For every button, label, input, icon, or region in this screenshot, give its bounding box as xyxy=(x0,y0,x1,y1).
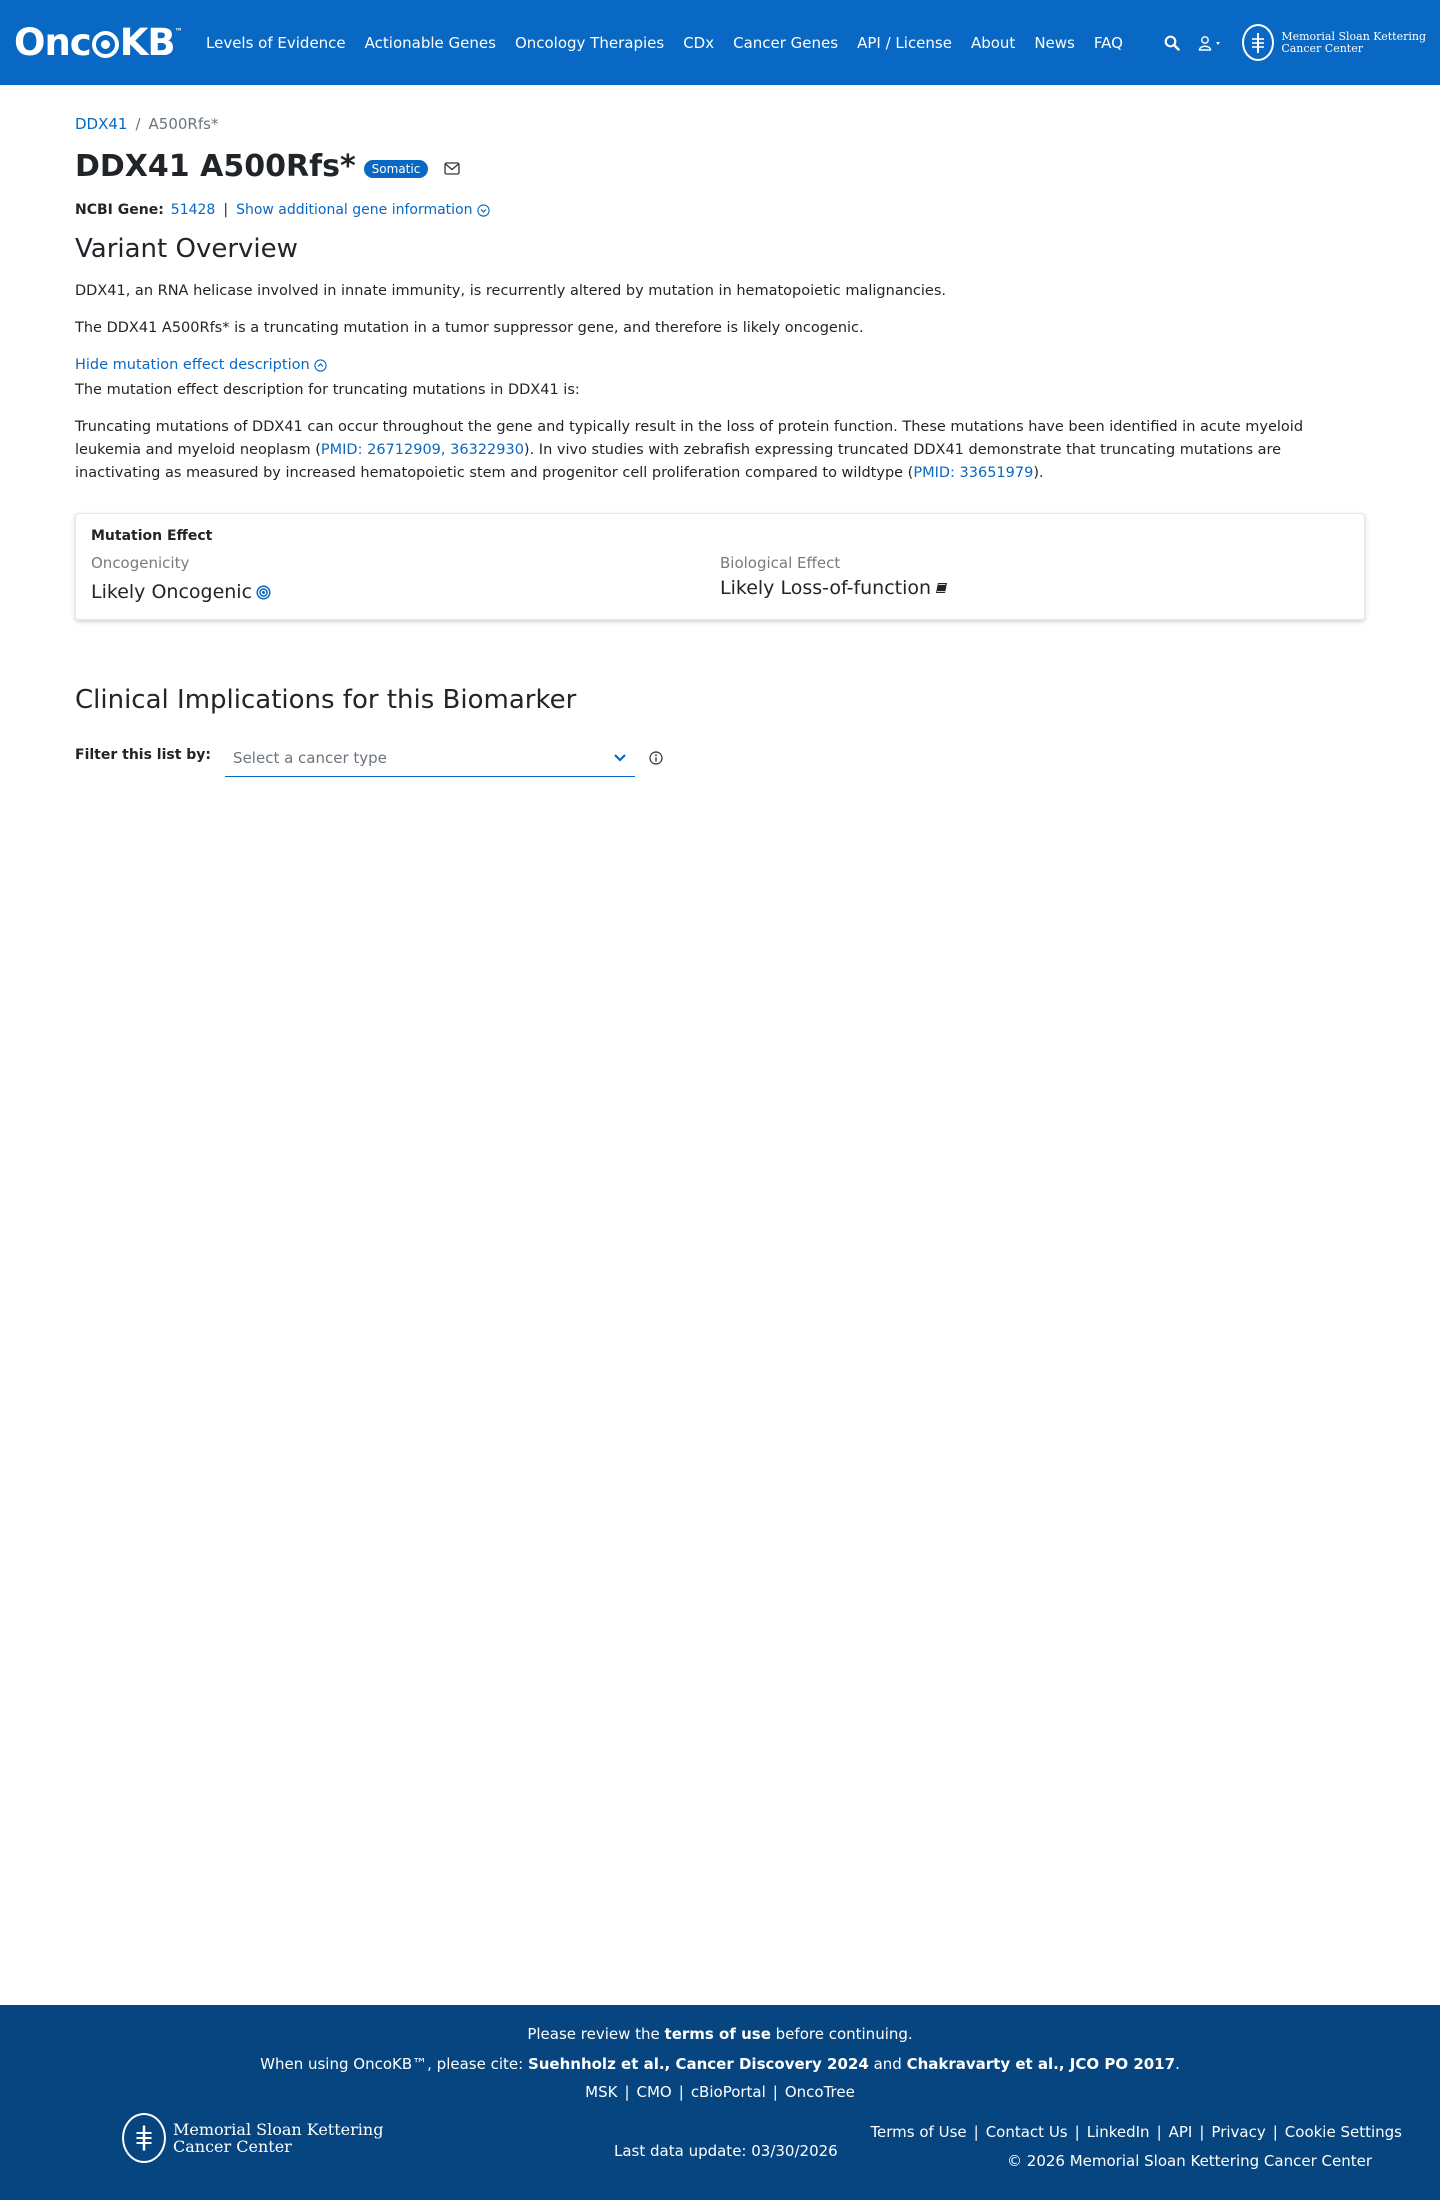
footer-link-contact[interactable]: Contact Us xyxy=(985,2123,1068,2141)
footer-link-oncotree[interactable]: OncoTree xyxy=(784,2083,855,2101)
info-icon[interactable] xyxy=(649,751,663,765)
mutation-effect-card-title: Mutation Effect xyxy=(91,528,213,544)
citation-notice xyxy=(0,2055,1440,2073)
nav-actionable-genes[interactable]: Actionable Genes xyxy=(364,33,496,52)
ncbi-gene-id-link[interactable]: 51428 xyxy=(170,202,216,218)
citation-link-suehnholz[interactable]: Suehnholz et al., Cancer Discovery 2024 xyxy=(527,2055,869,2073)
chevron-down-circle-icon[interactable] xyxy=(477,204,490,217)
breadcrumb-current: A500Rfs* xyxy=(148,115,219,133)
footer-link-linkedin[interactable]: LinkedIn xyxy=(1086,2123,1150,2141)
main-nav xyxy=(206,34,1142,52)
mutation-effect-intro: The mutation effect description for truncating mutations in DDX41 is: xyxy=(75,382,580,398)
show-gene-info-link[interactable] xyxy=(236,202,472,218)
overview-gene-summary: DDX41, an RNA helicase involved in innate immunity, is recurrently altered by mutation in hematopoietic malignancies. xyxy=(75,283,946,299)
page-title: DDX41 A500Rfs* xyxy=(75,149,356,184)
description-part-2: ). In vivo studies with zebrafish expressing truncated DDX41 demonstrate that truncating mutations are inactivating as measured by increased hematopoietic stem and progenitor cell proliferation compared to wildtype ( xyxy=(75,442,1282,481)
oncogenic-target-icon[interactable] xyxy=(256,585,271,600)
partner-links: MSK | CMO | cBioPortal | OncoTree xyxy=(585,2083,855,2101)
logo-target-icon xyxy=(92,31,119,58)
show-gene-info-label: Show additional gene information xyxy=(236,202,473,218)
footer-link-msk[interactable]: MSK xyxy=(585,2083,618,2101)
footer-msk-emblem-icon xyxy=(122,2113,166,2163)
cancer-type-filter-row xyxy=(75,739,1365,777)
nav-faq[interactable]: FAQ xyxy=(1093,33,1123,52)
footer-link-api[interactable]: API xyxy=(1168,2123,1193,2141)
search-icon[interactable] xyxy=(1164,35,1180,51)
msk-name-line1: Memorial Sloan Kettering xyxy=(1281,29,1426,43)
overview-variant-summary: The DDX41 A500Rfs* is a truncating mutation in a tumor suppressor gene, and therefore is likely oncogenic. xyxy=(75,320,864,336)
somatic-badge: Somatic xyxy=(364,160,429,178)
nav-oncology-therapies[interactable]: Oncology Therapies xyxy=(514,33,665,52)
nav-api-license[interactable]: API / License xyxy=(857,33,952,52)
pmid-link-2[interactable]: PMID: 33651979 xyxy=(913,465,1034,481)
ncbi-gene-label: NCBI Gene: xyxy=(75,202,164,218)
footer-msk-name-line2: Cancer Center xyxy=(173,2137,292,2156)
main-content xyxy=(0,115,1440,777)
nav-cancer-genes[interactable]: Cancer Genes xyxy=(733,33,839,52)
pmid-link-1[interactable]: PMID: 26712909, 36322930 xyxy=(320,442,524,458)
clinical-implications-heading: Clinical Implications for this Biomarker xyxy=(75,685,577,715)
oncogenicity-column xyxy=(91,554,720,603)
title-row xyxy=(75,149,1365,184)
terms-notice xyxy=(0,2025,1440,2043)
citation-text-and: and xyxy=(868,2055,907,2073)
filter-label: Filter this list by: xyxy=(75,747,212,763)
footer-msk-name-line1: Memorial Sloan Kettering xyxy=(173,2120,384,2139)
footer-link-cbioportal[interactable]: cBioPortal xyxy=(690,2083,766,2101)
oncogenicity-label: Oncogenicity xyxy=(91,554,190,572)
msk-name-line2: Cancer Center xyxy=(1281,41,1363,55)
citation-link-chakravarty[interactable]: Chakravarty et al., JCO PO 2017 xyxy=(906,2055,1176,2073)
biological-effect-value: Likely Loss-of-function xyxy=(720,577,932,599)
footer-msk-logo[interactable] xyxy=(122,2113,383,2163)
chevron-down-icon[interactable] xyxy=(613,749,627,767)
top-navbar xyxy=(0,0,1440,85)
footer-link-cmo[interactable]: CMO xyxy=(636,2083,672,2101)
mutation-effect-columns xyxy=(91,554,1349,603)
cancer-type-select[interactable] xyxy=(225,739,635,777)
cancer-type-select-placeholder: Select a cancer type xyxy=(233,748,387,767)
biological-effect-value-row xyxy=(720,577,1349,599)
msk-emblem-icon xyxy=(1242,24,1274,61)
nav-news[interactable]: News xyxy=(1034,33,1075,52)
variant-overview-heading: Variant Overview xyxy=(75,234,298,264)
terms-notice-text-b: before continuing. xyxy=(770,2025,913,2043)
ncbi-gene-row xyxy=(75,202,1365,218)
oncogenicity-value-row xyxy=(91,581,720,603)
citation-text-a: When using OncoKB™, please cite: xyxy=(260,2055,528,2073)
user-menu-icon[interactable] xyxy=(1198,35,1224,51)
book-icon[interactable] xyxy=(935,581,949,595)
footer-link-terms[interactable]: Terms of Use xyxy=(870,2123,967,2141)
nav-about[interactable]: About xyxy=(970,33,1016,52)
ncbi-divider: | xyxy=(223,202,229,218)
footer-link-cookie-settings[interactable]: Cookie Settings xyxy=(1284,2123,1402,2141)
description-part-1: Truncating mutations of DDX41 can occur throughout the gene and typically result in the loss of protein function. These mutations have been identified in acute myeloid leukemia and myeloid neoplasm ( xyxy=(75,419,1304,458)
chevron-up-circle-icon[interactable] xyxy=(314,359,327,372)
biological-effect-label: Biological Effect xyxy=(720,554,841,572)
breadcrumb-separator: / xyxy=(135,115,141,133)
biological-effect-column xyxy=(720,554,1349,603)
description-part-3: ). xyxy=(1033,465,1044,481)
footer-link-privacy[interactable]: Privacy xyxy=(1211,2123,1266,2141)
site-footer xyxy=(0,2005,1440,2200)
msk-logo[interactable] xyxy=(1242,24,1426,61)
envelope-icon[interactable] xyxy=(444,162,460,175)
hide-mutation-effect-link[interactable]: Hide mutation effect description xyxy=(75,357,310,373)
terms-of-use-link[interactable]: terms of use xyxy=(664,2025,771,2043)
copyright: © 2026 Memorial Sloan Kettering Cancer Center xyxy=(1007,2152,1372,2170)
oncokb-logo[interactable]: Onc KB ™ xyxy=(14,21,182,64)
citation-text-end: . xyxy=(1175,2055,1180,2073)
breadcrumb-gene-link[interactable]: DDX41 xyxy=(75,115,128,133)
terms-notice-text-a: Please review the xyxy=(527,2025,665,2043)
nav-levels-of-evidence[interactable]: Levels of Evidence xyxy=(206,33,346,52)
breadcrumb xyxy=(75,115,1365,133)
nav-right xyxy=(1164,24,1426,61)
footer-right-links: Terms of Use | Contact Us | LinkedIn | API | Privacy | Cookie Settings xyxy=(870,2123,1402,2141)
last-data-update: Last data update: 03/30/2026 xyxy=(614,2142,838,2160)
mutation-effect-description xyxy=(75,416,1365,485)
nav-cdx[interactable]: CDx xyxy=(683,33,715,52)
oncogenicity-value: Likely Oncogenic xyxy=(91,581,253,603)
mutation-effect-card xyxy=(75,513,1365,620)
hide-mutation-effect-toggle[interactable] xyxy=(75,357,1365,373)
